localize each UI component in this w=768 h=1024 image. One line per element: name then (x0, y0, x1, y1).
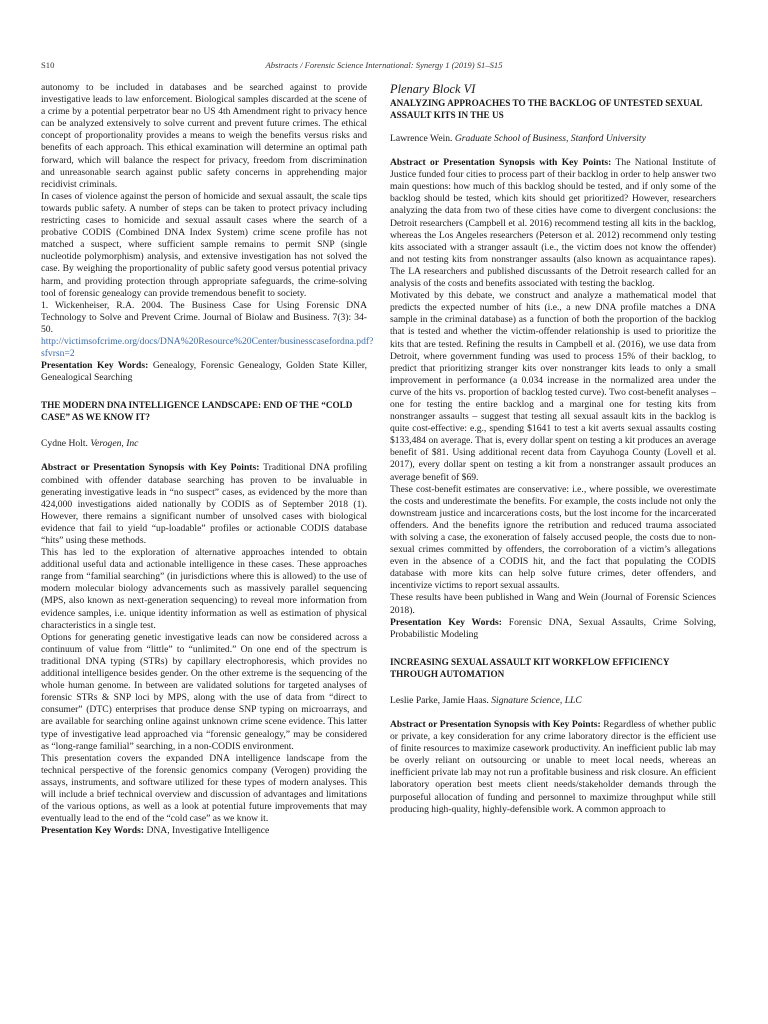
abstract-paragraph (390, 719, 716, 816)
author-name: Lawrence Wein. (390, 133, 453, 144)
abstract-text: The National Institute of Justice funded four cities to process part of their backlog in order to help answer two main questions: how much of this backlog should be tested, and if only some of the backlog should be tested, which kits should get prioritized? However, researchers analyzing the data from two of these cities have come to divergent conclusions: the Detroit researchers (Campbell et al. 2016) recommend testing all kits in the backlog, whereas the Los Angeles researchers (Peterson et al. 2012) recommend only testing kits associated with a stranger assault (i.e., the victim does not know the offender) and not testing kits from nonstranger assaults (also known as acquaintance rapes). The LA researchers and published discussants of the Detroit research called for an analysis of the costs and benefits associated with testing the backlog. (390, 157, 716, 290)
paragraph: autonomy to be included in databases and be searched against to provide investigative leads to law enforcement. Biological samples discarded at the scene of a crime by a potential perpetrator bear no US 4th Amendment right to privacy hence can be analyzed extensively to solve current and prevent future crimes. The ethical concept of proportionality provides a means to weigh the benefits versus risks and benefits of each approach. This ethical examination will determine an optimal path forward, which will balance the respect for privacy, freedom from discrimination and unreasonable search against public safety concerns in apprehending major recidivist criminals. (41, 82, 367, 190)
paragraph: This presentation covers the expanded DNA intelligence landscape from the technical perspective of the forensic genomics company (Verogen) providing the assays, instruments, and software utilized for these types of modern analyses. This will include a brief technical overview and discussion of advantages and limitations of the various options, as well as a look at potential future improvements that may eventually lead to the end of the “cold case” as we know it. (41, 752, 367, 825)
paragraph: In cases of violence against the person of homicide and sexual assault, the scale tips towards public safety. A number of steps can be taken to protect privacy including restricting cases to homicide and sexual assault cases where the search of a probative CODIS (Combined DNA Index System) crime scene profile has not matched a suspect, where sufficient sample remains to permit SNP (single nucleotide polymorphism) analysis, and extensive investigation has not solved the case. By weighing the proportionality of public safety good versus potential privacy harm, and providing protection through appropriate safeguards, the crime-solving tool of forensic genealogy can provide tremendous benefit to society. (41, 190, 367, 299)
abstract-label: Abstract or Presentation Synopsis with Key Points: (41, 462, 260, 474)
key-words-label: Presentation Key Words: (390, 616, 502, 628)
left-column (41, 82, 374, 837)
section-title: THE MODERN DNA INTELLIGENCE LANDSCAPE: END OF THE “COLD CASE” AS WE KNOW IT? (41, 400, 353, 423)
key-words (41, 825, 367, 837)
key-words (390, 617, 716, 641)
reference-link[interactable]: http://victimsofcrime.org/docs/DNA%20Resource%20Center/businesscasefordna.pdf?sfvrsn=2 (41, 335, 374, 360)
paragraph: Options for generating genetic investigative leads can now be considered across a continuum of value from “little” to “unlimited.” On one end of the spectrum is traditional DNA typing (STRs) by capillary electrophoresis, which provides no additional intelligence besides gender. On the other extreme is the sequencing of the whole human genome. In between are validated solutions for targeted analyses of forensic STRs & SNP loci by MPS, along with the use of data from “direct to consumer” (DTC) enterprises that produce dense SNP typing on microarrays, and are available for searching online against unknown crime scene evidence. This latter type of investigative lead approached via “forensic genealogy,” may be considered as “long-range familial” searching, in a non-CODIS environment. (41, 631, 367, 752)
block-heading: Plenary Block VI (390, 82, 476, 96)
key-words-label: Presentation Key Words: (41, 360, 149, 372)
author-name: Leslie Parke, Jamie Haas. (390, 694, 489, 706)
author-line (41, 438, 367, 450)
abstract-text: Traditional DNA profiling combined with offender database searching has proven to be invaluable in generating investigative leads in “no suspect” cases, as evidenced by the more than 424,000 investigations aided nationally by CODIS as of September 2018 (1). However, there remains a significant number of unsolved cases with biological evidence that fail to yield “up-loadable” profiles or actionable CODIS database “hits” using these methods. (41, 462, 367, 546)
section-title: INCREASING SEXUAL ASSAULT KIT WORKFLOW EFFICIENCY THROUGH AUTOMATION (390, 656, 670, 679)
abstract-paragraph (41, 462, 367, 547)
key-words-text: Forensic DNA, Sexual Assaults, Crime Solving, Probabilistic Modeling (390, 616, 716, 640)
key-words-text: DNA, Investigative Intelligence (146, 825, 270, 837)
paragraph: Motivated by this debate, we construct and analyze a mathematical model that predicts the expected number of hits (i.e., a new DNA profile matches a DNA sample in the criminal database) as a function of both the proportion of the backlog that is tested and whether the victim-offender relationship is used to prioritize the kits that are tested. Refining the results in Campbell et al. (2016), we use data from Detroit, where government funding was used to process 15% of their backlog, to predict that prioritizing stranger kits over nonstranger kits leads to only a small improvement in performance (a 0.034 increase in the normalized area under the curve of the hits vs. proportion of backlog tested curve). Two cost-benefit analyses – one for testing the entire backlog and a marginal one for testing kits from nonstranger assaults – suggest that testing all sexual assault kits in the backlog is quite cost-effective: e.g., spending $1641 to test a kit averts sexual assaults costing $133,484 on average. That is, every dollar spent on testing a kit produces an average benefit of $81. Using additional recent data from Cayuhoga County (Lovell et al. 2017), every dollar spent on testing a kit from a nonstranger assault produces an average benefit of $69. (390, 290, 716, 483)
reference-text: 1. Wickenheiser, R.A. 2004. The Business Case for Using Forensic DNA Technology to Solve and Prevent Crime. Journal of Biolaw and Business. 7(3): 34-50. (41, 299, 367, 335)
reference (41, 299, 374, 360)
abstract-text: Regardless of whether public or private, a key consideration for any crime laboratory director is the efficient use of finite resources to maximize casework productivity. An inefficient public lab may be overly reliant on outsourcing or unable to meet local needs, whereas an inefficient private lab may not run a profitable business and risk closure. An efficient laboratory operation best meets client needs/stakeholder demands through the purposeful allocation of funding and personnel to maximize throughput while still producing high-quality, highly-defensible work. A common approach to (390, 718, 716, 815)
journal-title: Abstracts / Forensic Science International: Synergy 1 (2019) S1–S15 (265, 60, 503, 70)
paragraph: These results have been published in Wang and Wein (Journal of Forensic Sciences 2018). (390, 592, 716, 616)
key-words-text: Genealogy, Forensic Genealogy, Golden State Killer, Genealogical Searching (41, 360, 367, 384)
author-name: Cydne Holt. (41, 438, 88, 450)
running-header (41, 58, 727, 72)
abstract-label: Abstract or Presentation Synopsis with Key Points: (390, 718, 601, 730)
key-words-label: Presentation Key Words: (41, 825, 145, 837)
abstract-paragraph (390, 157, 716, 290)
paragraph: This has led to the exploration of alternative approaches intended to obtain additional useful data and actionable intelligence in these cases. These approaches range from “familial searching” (in jurisdictions where this is allowed) to the use of modern molecular biology advancements such as massively parallel sequencing (MPS, also known as next-generation sequencing) to reveal more information from evidence samples, i.e. unique identity information as well as estimation of physical characteristics in a single test. (41, 547, 367, 631)
right-column (390, 82, 716, 816)
author-line (390, 695, 716, 707)
author-affiliation: Graduate School of Business, Stanford University (454, 133, 646, 144)
key-words (41, 360, 367, 384)
section-title: ANALYZING APPROACHES TO THE BACKLOG OF UNTESTED SEXUAL ASSAULT KITS IN THE US (390, 98, 703, 120)
paragraph: These cost-benefit estimates are conservative: i.e., where possible, we overestimate the costs and underestimate the benefits. For example, the costs include not only the downstream justice and incarcerations costs, but the lost income for the incarcerated offenders. And the benefits ignore the retribution and reduced trauma associated with solving a case, the exoneration of falsely accused people, the costs due to non-sexual crimes committed by offenders, the corroboration of a victim’s allegations even in the absence of a CODIS hit, and the fact that populating the CODIS database with more kits can help solve future crimes, deter offenders, and incentivize victims to report sexual assaults. (390, 483, 716, 592)
page-number: S10 (41, 60, 55, 70)
author-line (390, 133, 716, 145)
abstract-label: Abstract or Presentation Synopsis with Key Points: (390, 157, 612, 169)
author-affiliation: Signature Science, LLC (491, 694, 582, 706)
author-affiliation: Verogen, Inc (90, 438, 139, 450)
